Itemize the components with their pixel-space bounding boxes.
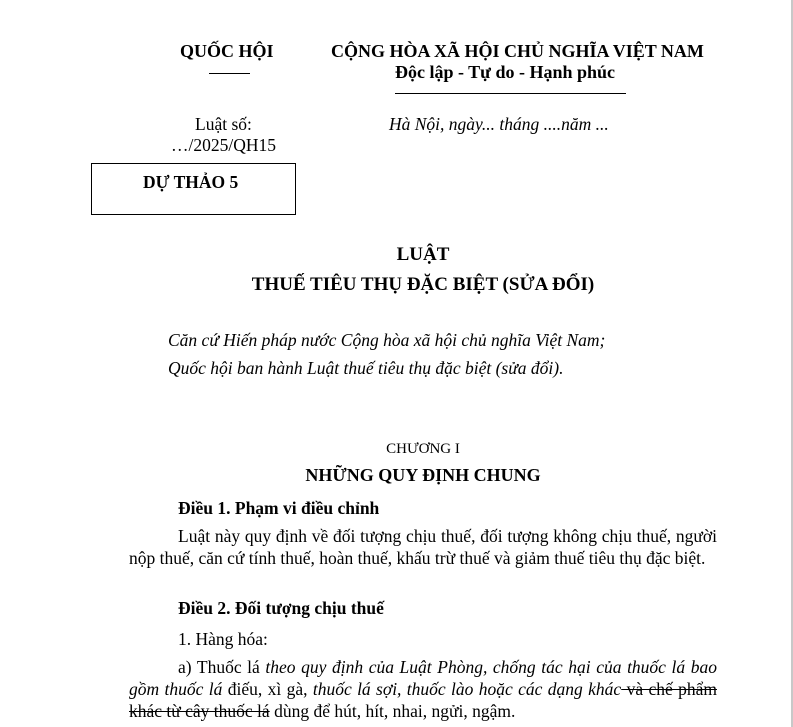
issuing-body: QUỐC HỘI bbox=[180, 41, 274, 61]
preamble-enactment: Quốc hội ban hành Luật thuế tiêu thụ đặc biệt (sửa đổi). bbox=[168, 358, 564, 378]
place-date: Hà Nội, ngày... tháng ....năm ... bbox=[389, 114, 609, 134]
chapter-title: NHỮNG QUY ĐỊNH CHUNG bbox=[305, 465, 541, 485]
point-a-usage: dùng để hút, hít, nhai, ngửi, ngậm. bbox=[269, 701, 516, 721]
law-number-label: Luật số: bbox=[195, 114, 252, 134]
law-subtitle: THUẾ TIÊU THỤ ĐẶC BIỆT (SỬA ĐỔI) bbox=[251, 274, 595, 295]
law-number-value: …/2025/QH15 bbox=[171, 135, 276, 155]
article-1-heading: Điều 1. Phạm vi điều chỉnh bbox=[178, 498, 380, 518]
point-a-deleted-text: và chế phẩm khác từ cây thuốc lá bbox=[129, 679, 717, 721]
national-motto: Độc lập - Tự do - Hạnh phúc bbox=[395, 62, 616, 82]
national-motto-underline bbox=[395, 93, 626, 94]
preamble-basis: Căn cứ Hiến pháp nước Cộng hòa xã hội chủ nghĩa Việt Nam; bbox=[168, 330, 606, 350]
point-a-reference: theo quy định của Luật Phòng, chống tác hại của thuốc lá bao gồm thuốc lá bbox=[129, 657, 717, 699]
point-a-forms: thuốc lá sợi, thuốc lào hoặc các dạng khác bbox=[312, 679, 622, 699]
issuing-body-underline bbox=[209, 73, 250, 74]
law-title: LUẬT bbox=[396, 244, 450, 265]
article-2-heading: Điều 2. Đối tượng chịu thuế bbox=[178, 598, 384, 618]
article-2-point-a bbox=[129, 656, 717, 722]
article-2-clause-1: 1. Hàng hóa: bbox=[178, 629, 268, 649]
draft-label: DỰ THẢO 5 bbox=[143, 172, 239, 192]
national-title: CỘNG HÒA XÃ HỘI CHỦ NGHĨA VIỆT NAM bbox=[331, 41, 704, 61]
article-1-text: Luật này quy định về đối tượng chịu thuế, đối tượng không chịu thuế, người nộp thuế, căn cứ tính thuế, hoàn thuế, khấu trừ thuế và giảm thuế tiêu thụ đặc biệt. bbox=[129, 526, 717, 568]
point-a-types: điếu, xì gà, bbox=[222, 679, 313, 699]
chapter-number: CHƯƠNG I bbox=[386, 441, 460, 457]
point-a-lead: a) Thuốc lá bbox=[178, 657, 266, 677]
